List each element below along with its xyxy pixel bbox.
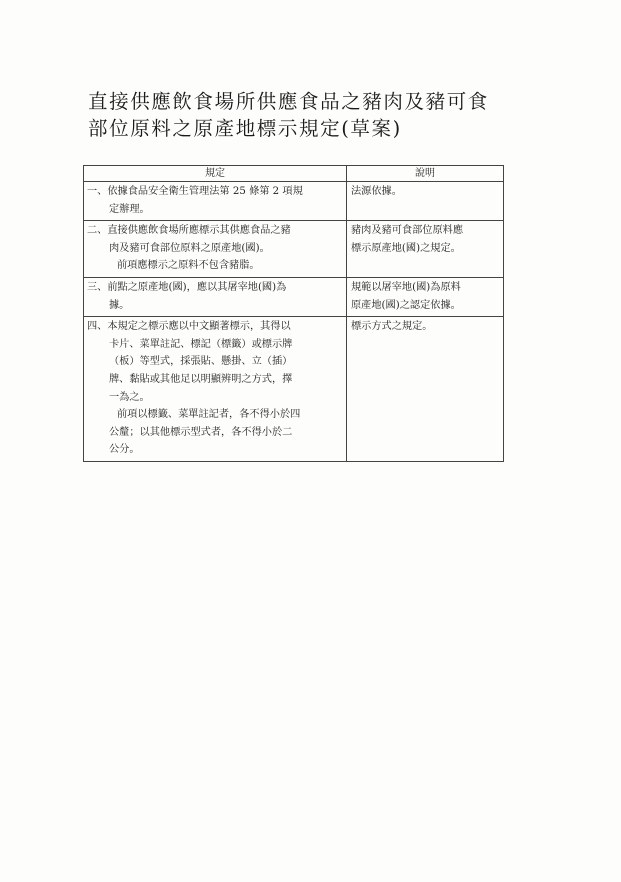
explanation-cell — [347, 182, 504, 221]
rule-cell — [84, 182, 347, 221]
explanation-line: 標示方式之規定。 — [351, 321, 433, 333]
rule-cell — [84, 221, 347, 278]
table-row — [84, 277, 504, 316]
title-line-1: 直接供應飲食場所供應食品之豬肉及豬可食 — [88, 90, 489, 113]
rule-line: 據。 — [109, 299, 130, 311]
rule-line: 定辦理。 — [109, 203, 150, 215]
table-row — [84, 317, 504, 462]
explanation-cell — [347, 221, 504, 278]
rule-line: 卡片、菜單註記、標記（標籤）或標示牌 — [109, 338, 293, 350]
title-line-2: 部位原料之原產地標示規定(草案) — [88, 117, 402, 140]
rule-line: 一為之。 — [109, 391, 150, 403]
table-header-row — [84, 166, 504, 182]
regulation-table — [83, 165, 504, 462]
rule-line: （板）等型式，採張貼、懸掛、立（插） — [109, 356, 293, 368]
document-title — [88, 88, 518, 142]
rule-line: 前項應標示之原料不包含豬脂。 — [117, 260, 260, 272]
rule-line: 三、前點之原產地(國)，應以其屠宰地(國)為 — [87, 281, 287, 293]
table-row — [84, 182, 504, 221]
explanation-line: 法源依據。 — [351, 186, 402, 197]
explanation-line: 原產地(國)之認定依據。 — [351, 299, 461, 311]
rule-line: 公分。 — [109, 444, 140, 456]
rule-line: 牌、黏貼或其他足以明顯辨明之方式，擇 — [109, 373, 293, 385]
header-explanation: 說明 — [347, 166, 504, 182]
explanation-line: 標示原產地(國)之規定。 — [351, 242, 461, 254]
explanation-line: 規範以屠宰地(國)為原料 — [351, 281, 461, 293]
rule-line: 公釐；以其他標示型式者，各不得小於二 — [109, 426, 293, 438]
rule-cell — [84, 317, 347, 462]
rule-line: 前項以標籤、菜單註記者，各不得小於四 — [117, 409, 301, 421]
explanation-line: 豬肉及豬可食部位原料應 — [351, 225, 464, 237]
explanation-cell — [347, 317, 504, 462]
header-rule: 規定 — [84, 166, 347, 182]
rule-line: 肉及豬可食部位原料之原產地(國)。 — [109, 242, 270, 254]
rule-cell — [84, 277, 347, 316]
rule-line: 二、直接供應飲食場所應標示其供應食品之豬 — [87, 225, 291, 237]
rule-line: 四、本規定之標示應以中文顯著標示，其得以 — [87, 321, 291, 333]
table-row — [84, 221, 504, 278]
explanation-cell — [347, 277, 504, 316]
rule-line: 一、依據食品安全衛生管理法第 25 條第 2 項規 — [87, 186, 303, 197]
